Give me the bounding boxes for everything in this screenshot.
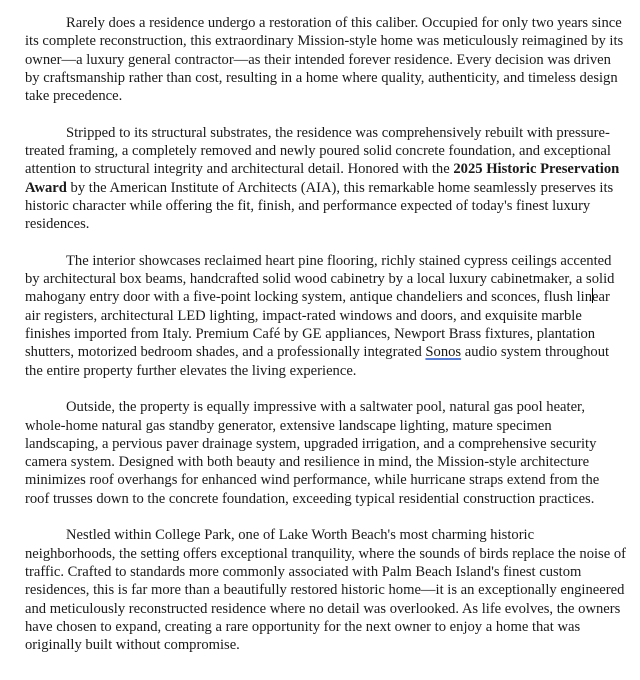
paragraph-text: Outside, the property is equally impressive with a saltwater pool, natural gas pool heater, whole-home natural gas standby generator, extensive landscape lighting, mature specimen landscaping, a pervious paver drainage system, upgraded irrigation, and a comprehensive security camera system. Designed with both beauty and resilience in mind, the Mission-style architecture minimizes roof overhangs for enhanced wind performance, while hurricane straps extend from the roof trusses down to the concrete foundation, exceeding typical residential construction practices. [25,399,600,507]
paragraph-text: Stripped to its structural substrates, the residence was comprehensively rebuilt with pressure-treated framing, a completely removed and newly poured solid concrete foundation, and exceptional attention to structural integrity and architectural detail. Honored with the [25,124,611,178]
paragraph-neighborhood[interactable] [25,526,627,654]
award-name: 2025 Historic Preservation Award [25,161,620,196]
paragraph-interior[interactable] [25,252,627,380]
paragraph-text: The interior showcases reclaimed heart pine flooring, richly stained cypress ceilings accented by architectural box beams, handcrafted solid wood cabinetry by a local luxury cabinetmaker, a solid mahogany entry door with a five-point locking system, antique chandeliers and sconces, flush lin [25,252,615,306]
spellcheck-flagged-word[interactable]: Sonos [425,344,462,361]
paragraph-text: Nestled within College Park, one of Lake Worth Beach's most charming historic neighborhoods, the setting offers exceptional tranquility, where the sounds of birds replace the noise of traffic. Crafted to standards more commonly associated with Palm Beach Island's finest custom residences, this is far more than a beautifully restored historic home—it is an exceptionally engineered and meticulously reconstructed residence where no detail was overlooked. As life evolves, the owners have chosen to expand, creating a rare opportunity for the next owner to enjoy a home that was originally built without compromise. [25,527,627,654]
paragraph-text: by the American Institute of Architects (AIA), this remarkable home seamlessly preserves its historic character while offering the fit, finish, and performance expected of today's finest luxury residences. [25,179,614,233]
paragraph-text: Rarely does a residence undergo a restoration of this caliber. Occupied for only two years since its complete reconstruction, this extraordinary Mission-style home was meticulously reimagined by its owner—a luxury general contractor—as their intended forever residence. Every decision was driven by craftsmanship rather than cost, resulting in a home where quality, authenticity, and timeless design take precedence. [25,15,624,105]
paragraph-exterior[interactable] [25,398,627,508]
paragraph-text: audio system throughout the entire property further elevates the living experience. [25,344,610,379]
paragraph-restoration[interactable] [25,14,627,105]
document-body[interactable] [25,14,627,654]
paragraph-structure[interactable] [25,124,627,234]
paragraph-text: ear air registers, architectural LED lighting, impact-rated windows and doors, and exquisite marble finishes imported from Italy. Premium Café by GE appliances, Newport Brass fixtures, plantation shutters, motorized bedroom shades, and a professionally integrated [25,289,610,361]
